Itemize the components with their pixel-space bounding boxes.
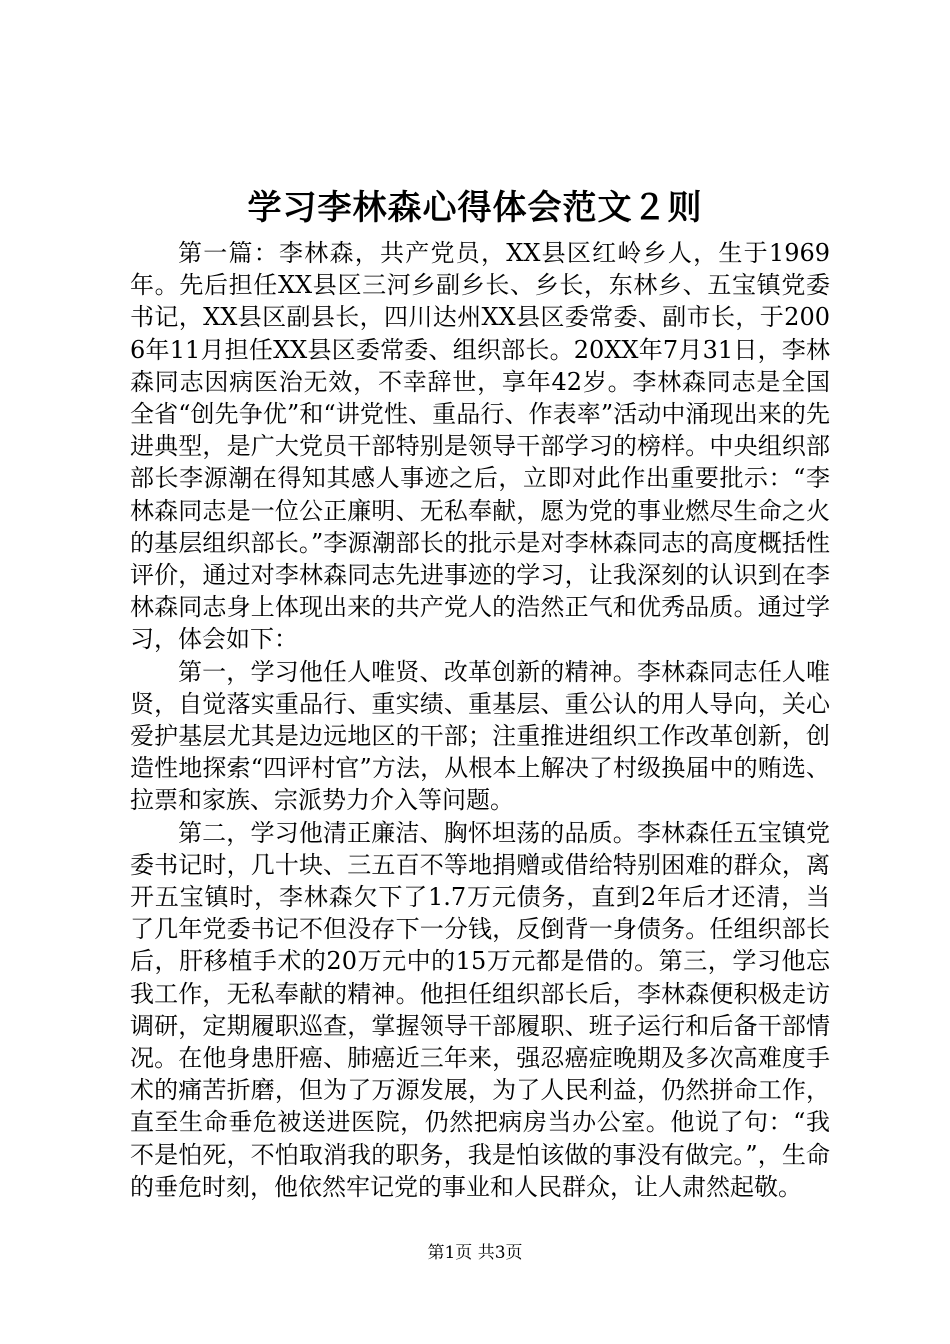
paragraph-first-point: 第一，学习他任人唯贤、改革创新的精神。李林森同志任人唯贤，自觉落实重品行、重实绩、重基层、重公认的用人导向，关心爱护基层尤其是边远地区的干部；注重推进组织工作改革创新，创造性地探索“四评村官”方法，从根本上解决了村级换届中的贿选、拉票和家族、宗派势力介入等问题。 xyxy=(130,657,830,815)
paragraph-second-point: 第二，学习他清正廉洁、胸怀坦荡的品质。李林森任五宝镇党委书记时，几十块、三五百不等地捐赠或借给特别困难的群众，离开五宝镇时，李林森欠下了1.7万元债务，直到2年后才还清，当了几年党委书记不但没存下一分钱，反倒背一身债务。任组织部长后，肝移植手术的20万元中的15万元都是借的。第三，学习他忘我工作，无私奉献的精神。他担任组织部长后，李林森便积极走访调研，定期履职巡查，掌握领导干部履职、班子运行和后备干部情况。在他身患肝癌、肺癌近三年来，强忍癌症晚期及多次高难度手术的痛苦折磨，但为了万源发展，为了人民利益，仍然拼命工作，直至生命垂危被送进医院，仍然把病房当办公室。他说了句：“我不是怕死，不怕取消我的职务，我是怕该做的事没有做完。”，生命的垂危时刻，他依然牢记党的事业和人民群众，让人肃然起敬。 xyxy=(130,818,830,1201)
document-title: 学习李林森心得体会范文２则 xyxy=(247,188,703,228)
page-footer: 第1页 共3页 xyxy=(427,1243,523,1263)
paragraph-intro: 第一篇：李林森，共产党员，XX县区红岭乡人，生于1969年。先后担任XX县区三河乡副乡长、乡长，东林乡、五宝镇党委书记，XX县区副县长，四川达州XX县区委常委、副市长，于2006年11月担任XX县区委常委、组织部长。20XX年7月31日，李林森同志因病医治无效，不幸辞世，享年42岁。李林森同志是全国全省“创先争优”和“讲党性、重品行、作表率”活动中涌现出来的先进典型，是广大党员干部特别是领导干部学习的榜样。中央组织部部长李源潮在得知其感人事迹之后，立即对此作出重要批示：“李林森同志是一位公正廉明、无私奉献，愿为党的事业燃尽生命之火的基层组织部长。”李源潮部长的批示是对李林森同志的高度概括性评价，通过对李林森同志先进事迹的学习，让我深刻的认识到在李林森同志身上体现出来的共产党人的浩然正气和优秀品质。通过学习，体会如下： xyxy=(130,239,830,654)
document-body xyxy=(130,237,830,1203)
